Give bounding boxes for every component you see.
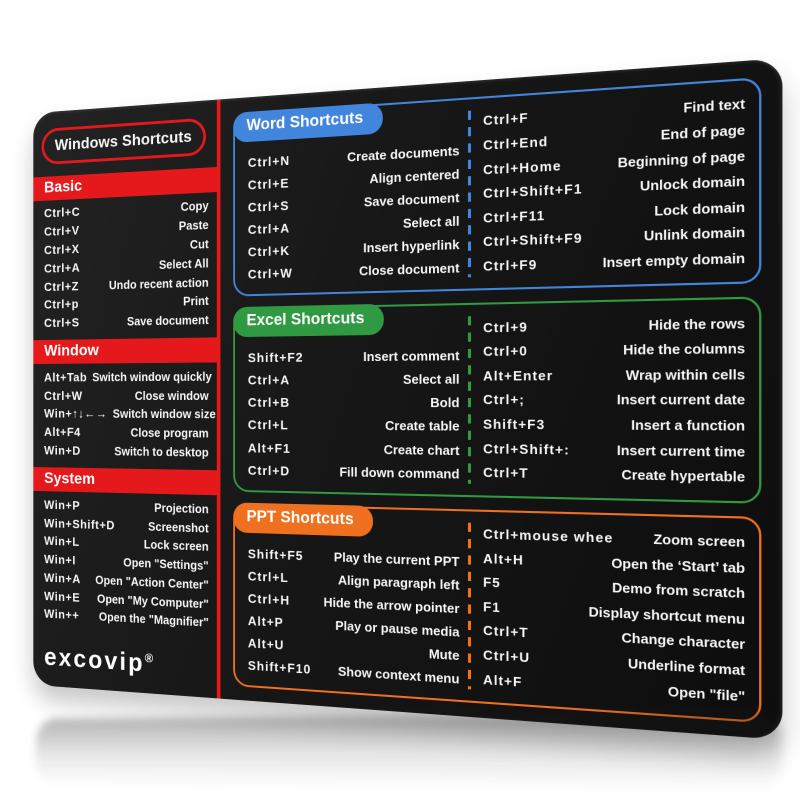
shortcut-action: Show context menu [338,663,460,687]
shortcut-keys: Ctrl+H [247,590,291,608]
shortcut-action: Insert comment [363,348,460,365]
shortcut-action: Create hypertable [621,467,746,486]
shortcut-keys: Ctrl+W [247,265,293,282]
shortcut-action: Open "file" [667,682,746,705]
ppt-shortcuts-panel [233,503,761,723]
shortcut-keys: Ctrl+F9 [483,256,538,274]
brand-logo-text: excovip [44,642,145,678]
shortcut-keys: Ctrl+C [44,204,81,221]
shortcut-keys: Win+Shift+D [44,515,115,532]
shortcut-keys: Ctrl+mouse whee [483,526,614,546]
shortcut-row [248,546,460,569]
shortcut-keys: Win++ [44,606,80,623]
shortcut-action: Lock domain [654,198,746,219]
shortcut-row [483,550,745,575]
shortcut-keys: Ctrl+K [247,243,291,260]
shortcut-keys: Ctrl+W [44,388,83,403]
shortcut-action: Demo from scratch [612,579,746,602]
shortcut-action: Create documents [347,143,460,165]
shortcut-action: Create chart [383,441,460,458]
shortcut-keys: Ctrl+S [247,198,290,215]
shortcut-keys: Shift+F3 [483,416,546,433]
word-shortcuts-panel [233,77,761,297]
shortcut-keys: Ctrl+X [44,241,80,257]
shortcut-action: Hide the rows [648,314,746,333]
shortcut-row [483,392,745,408]
shortcut-action: Insert empty domain [602,249,746,271]
ppt-panel-columns [246,511,747,713]
shortcut-action: Projection [154,501,209,516]
shortcut-action: Bold [430,395,460,411]
shortcut-keys: Shift+F2 [247,350,304,366]
section-header-window: Window [33,338,217,365]
shortcut-row [248,372,460,388]
shortcut-keys: Win+P [44,497,81,513]
shortcut-keys: Ctrl+0 [483,343,528,360]
shortcut-row [483,199,745,226]
shortcut-keys: Alt+F4 [44,424,81,440]
shortcut-action: Underline format [627,655,746,679]
shortcut-row [248,568,460,592]
shortcut-row [248,463,460,482]
shortcut-action: Select all [402,371,460,388]
brand-logo [33,638,217,689]
shortcut-row [248,190,460,215]
shortcut-action: Close window [134,389,209,403]
shortcut-row [483,465,745,485]
shortcut-keys: Ctrl+9 [483,318,528,336]
shortcut-keys: Ctrl+F [483,110,529,129]
shortcut-action: Paste [178,218,209,234]
pad-floor-reflection [36,713,781,792]
shortcut-action: Fill down command [339,464,460,482]
shortcut-action: Open "Action Center" [95,573,209,592]
shortcut-keys: Win+D [44,443,81,458]
shortcut-keys: Win+A [44,570,81,586]
shortcut-action: End of page [660,121,746,143]
registered-trademark-symbol: ® [144,650,154,666]
shortcut-keys: Ctrl+A [247,372,291,388]
excel-shortcut-list-left [246,311,468,488]
shortcut-action: Unlock domain [639,172,746,195]
shortcut-action: Open "My Computer" [97,592,209,612]
shortcut-row [483,224,745,249]
shortcut-row [248,214,460,238]
shortcut-action: Undo recent action [108,275,209,292]
app-shortcut-panels [220,58,782,740]
shortcut-action: Lock screen [143,538,209,554]
ppt-shortcut-list-left [246,511,468,694]
shortcut-action: Change character [621,630,746,653]
shortcut-row [248,440,460,457]
shortcut-action: Insert hyperlink [363,237,460,256]
shortcut-action: Play or pause media [335,617,460,640]
shortcut-row [483,599,745,627]
word-shortcuts-panel-title: Word Shortcuts [233,102,383,142]
shortcut-keys: Win+L [44,533,80,550]
shortcut-keys: Alt+P [247,613,284,630]
section-header-system: System [33,467,217,495]
system-shortcut-list [33,491,217,632]
shortcut-row [248,658,460,687]
shortcut-row [483,441,745,460]
shortcut-keys: Ctrl+E [247,175,290,193]
shortcut-action: Play the current PPT [333,549,460,569]
shortcut-action: Create table [385,418,460,435]
shortcut-row [483,173,745,201]
ppt-shortcut-list-right [471,517,748,713]
shortcut-action: Close document [358,260,460,279]
shortcut-action: Find text [683,95,746,117]
shortcut-action: Open the "Magnifier" [98,610,209,631]
shortcut-row [248,395,460,410]
shortcut-keys: Win+↑↓←→ [44,406,108,421]
shortcut-action: Select All [158,256,209,272]
shortcut-keys: Ctrl+L [247,417,289,433]
shortcut-row [248,591,460,616]
shortcut-action: Switch to desktop [114,444,209,460]
shortcut-action: Mute [428,645,460,664]
shortcut-row [483,575,745,602]
shortcut-keys: Alt+F [483,671,523,690]
shortcut-action: Switch window size [112,407,216,422]
shortcut-row [483,671,745,704]
shortcut-action: Unlink domain [643,224,746,245]
shortcut-action: Close program [130,426,209,441]
excel-shortcuts-panel-title: Excel Shortcuts [233,304,384,337]
shortcut-row [248,167,460,193]
shortcut-row [248,636,460,663]
shortcut-action: Save document [363,190,460,210]
shortcut-row [483,366,745,383]
shortcut-row [248,418,460,434]
shortcut-row [483,416,745,433]
shortcut-keys: Alt+H [483,550,524,568]
shortcut-action: Open the ‘Start’ tab [611,554,746,576]
shortcut-action: Align paragraph left [338,572,460,593]
shortcut-keys: Win+I [44,552,76,568]
shortcut-row [248,348,460,365]
shortcut-row [44,405,216,424]
shortcut-row [44,386,209,405]
shortcut-keys: Alt+F1 [247,440,291,456]
shortcut-keys: Ctrl+N [247,153,291,171]
shortcut-action: Copy [180,199,209,215]
shortcut-row [44,367,212,387]
shortcut-row [483,122,745,153]
shortcut-keys: Ctrl+F11 [483,207,546,226]
shortcut-keys: Ctrl+B [247,395,291,411]
shortcut-keys: Ctrl+End [483,133,549,153]
shortcut-row [483,341,745,360]
shortcut-keys: F1 [483,598,501,616]
shortcut-mousepad [33,58,782,740]
shortcut-action: Select all [402,213,460,232]
section-header-basic: Basic [33,167,217,201]
shortcut-action: Open "Settings" [123,556,209,573]
shortcut-keys: Alt+Enter [483,367,554,384]
shortcut-keys: F5 [483,574,501,591]
shortcut-action: Display shortcut menu [588,603,746,628]
shortcut-row [248,613,460,639]
windows-shortcuts-column [33,100,217,699]
shortcut-action: Hide the columns [623,340,746,358]
shortcut-row [483,526,745,550]
basic-shortcut-list [33,192,217,332]
shortcut-action: Insert a function [631,417,746,434]
shortcut-keys: Alt+U [247,635,285,653]
shortcut-row [483,315,745,335]
shortcut-action: Zoom screen [653,531,746,551]
shortcut-keys: Ctrl+Z [44,278,79,294]
shortcut-action: Insert current time [616,441,746,460]
word-shortcut-list-right [471,87,748,283]
shortcut-action: Hide the arrow pointer [323,594,460,617]
shortcut-action: Screenshot [148,519,209,535]
shortcut-keys: Ctrl+D [247,462,291,478]
shortcut-row [483,147,745,177]
shortcut-action: Save document [126,313,209,329]
shortcut-keys: Ctrl+Shift+F9 [483,230,583,250]
shortcut-row [248,237,460,259]
shortcut-keys: Ctrl+T [483,464,529,482]
excel-shortcut-list-right [471,306,748,495]
shortcut-keys: Ctrl+; [483,392,525,408]
shortcut-keys: Ctrl+Shift+F1 [483,180,583,202]
shortcut-keys: Ctrl+L [247,568,289,585]
shortcut-row [483,250,745,274]
shortcut-keys: Ctrl+T [483,622,529,641]
shortcut-keys: Shift+F5 [247,546,304,563]
shortcut-row [44,441,209,462]
shortcut-keys: Win+E [44,588,81,605]
shortcut-keys: Ctrl+U [483,647,531,666]
window-shortcut-list [33,363,217,462]
shortcut-keys: Alt+Tab [44,369,88,385]
shortcut-action: Print [183,294,209,309]
shortcut-action: Switch window quickly [92,370,212,384]
windows-shortcuts-title: Windows Shortcuts [42,118,206,165]
shortcut-row [44,423,209,443]
shortcut-row [248,143,460,170]
shortcut-action: Beginning of page [617,147,746,171]
shortcut-row [248,261,460,282]
shortcut-keys: Ctrl+p [44,296,79,312]
shortcut-row [44,310,209,332]
shortcut-action: Cut [189,237,209,252]
shortcut-keys: Ctrl+Shift+: [483,440,570,458]
shortcut-keys: Ctrl+V [44,223,80,239]
shortcut-keys: Shift+F10 [247,657,312,677]
excel-shortcuts-panel [233,297,761,504]
ppt-shortcuts-panel-title: PPT Shortcuts [233,502,373,537]
shortcut-action: Align centered [369,166,460,187]
shortcut-action: Wrap within cells [625,366,746,383]
shortcut-keys: Ctrl+A [44,260,81,276]
shortcut-keys: Ctrl+A [247,220,291,238]
shortcut-action: Insert current date [616,391,746,409]
shortcut-keys: Ctrl+Home [483,157,562,177]
shortcut-row [483,623,745,653]
shortcut-keys: Ctrl+S [44,315,80,330]
